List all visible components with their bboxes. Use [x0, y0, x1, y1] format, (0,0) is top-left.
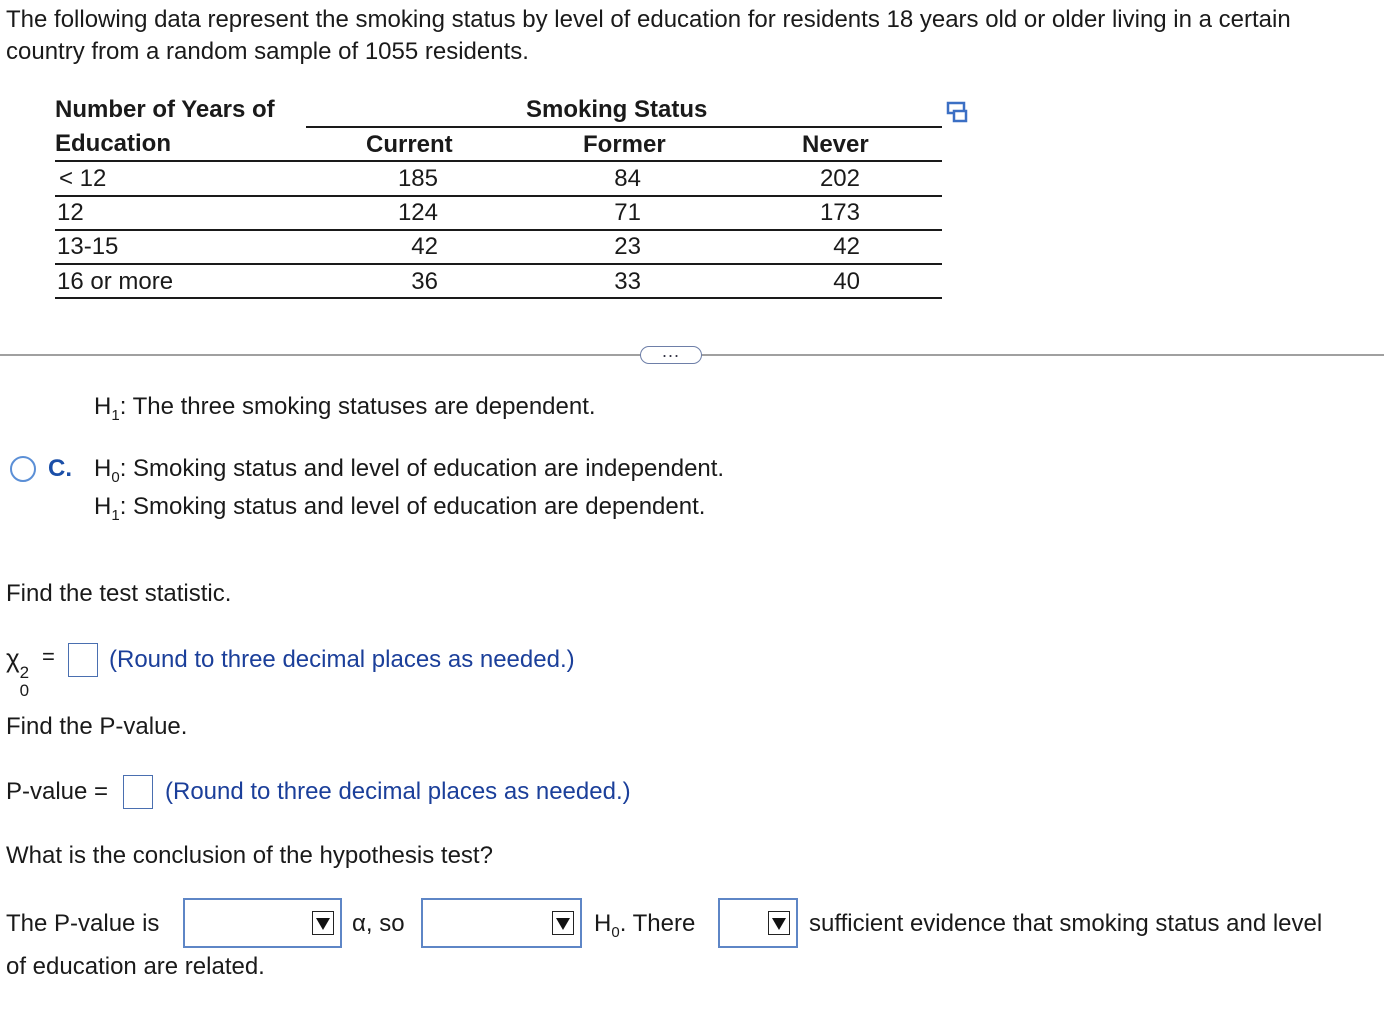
- cell-former: 23: [614, 233, 641, 260]
- row-label: < 12: [59, 165, 107, 192]
- cell-former: 71: [614, 199, 641, 226]
- conclusion-prompt: What is the conclusion of the hypothesis test?: [6, 842, 493, 869]
- cell-never: 202: [819, 165, 860, 192]
- p-value-label: P-value =: [6, 778, 109, 805]
- cell-never: 173: [819, 199, 860, 226]
- conclusion-text-1: The P-value is: [6, 910, 160, 937]
- option-c-h1[interactable]: $H_1$: Smoking status and level of education are dependent.: [94, 493, 706, 524]
- chi-equals: =: [42, 644, 55, 669]
- row-header-line2: Education: [55, 130, 172, 157]
- table-bottom-rule: [55, 297, 942, 299]
- row-label: 13-15: [57, 233, 119, 260]
- group-header: Smoking Status: [526, 96, 708, 123]
- p-value-prompt: Find the P-value.: [6, 713, 188, 740]
- header-rule: [55, 160, 942, 162]
- col-header-current: Current: [366, 131, 453, 158]
- option-c-h0[interactable]: $H_0$: Smoking status and level of education are independent.: [94, 455, 725, 486]
- p-value-input[interactable]: [123, 775, 153, 809]
- cell-never: 42: [833, 233, 860, 260]
- chi-square-symbol: χ 2 0: [6, 643, 30, 700]
- p-value-hint: (Round to three decimal places as needed.): [165, 778, 631, 805]
- option-c-letter[interactable]: C.: [48, 455, 72, 482]
- row-rule: [55, 229, 942, 231]
- cell-current: 185: [397, 165, 438, 192]
- cell-former: 33: [614, 268, 641, 295]
- chevron-down-icon: [312, 911, 334, 935]
- row-rule: [55, 263, 942, 265]
- chevron-down-icon: [768, 911, 790, 935]
- conclusion-text-4: sufficient evidence that smoking status and level: [809, 910, 1323, 937]
- row-label: 12: [57, 199, 84, 226]
- test-statistic-hint: (Round to three decimal places as needed.): [109, 646, 575, 673]
- conclusion-text-5: of education are related.: [6, 953, 265, 980]
- conclusion-text-3: $H_0$. There: [594, 910, 696, 941]
- conclusion-text-2: α, so: [352, 910, 405, 937]
- row-header-line1: Number of Years of: [55, 96, 275, 123]
- cell-former: 84: [614, 165, 641, 192]
- p-value-comparison-dropdown[interactable]: [183, 898, 342, 948]
- cell-never: 40: [833, 268, 860, 295]
- row-rule: [55, 195, 942, 197]
- option-c-radio[interactable]: [10, 456, 36, 482]
- cell-current: 42: [411, 233, 438, 260]
- group-header-rule: [306, 126, 942, 128]
- cell-current: 36: [411, 268, 438, 295]
- col-header-former: Former: [583, 131, 666, 158]
- chevron-down-icon: [552, 911, 574, 935]
- test-statistic-input[interactable]: [68, 643, 98, 677]
- col-header-never: Never: [802, 131, 869, 158]
- test-statistic-prompt: Find the test statistic.: [6, 580, 232, 607]
- problem-intro: The following data represent the smoking status by level of education for residents 18 years old or older living in a certain country from a random sample of 1055 residents.: [6, 6, 1291, 65]
- expand-more-button[interactable]: ...: [640, 346, 702, 364]
- copy-table-icon[interactable]: [945, 100, 971, 124]
- reject-decision-dropdown[interactable]: [421, 898, 582, 948]
- evidence-dropdown[interactable]: [718, 898, 798, 948]
- cell-current: 124: [397, 199, 438, 226]
- row-label: 16 or more: [57, 268, 174, 295]
- option-b-h1-partial: $H_1$: The three smoking statuses are dependent.: [94, 393, 596, 421]
